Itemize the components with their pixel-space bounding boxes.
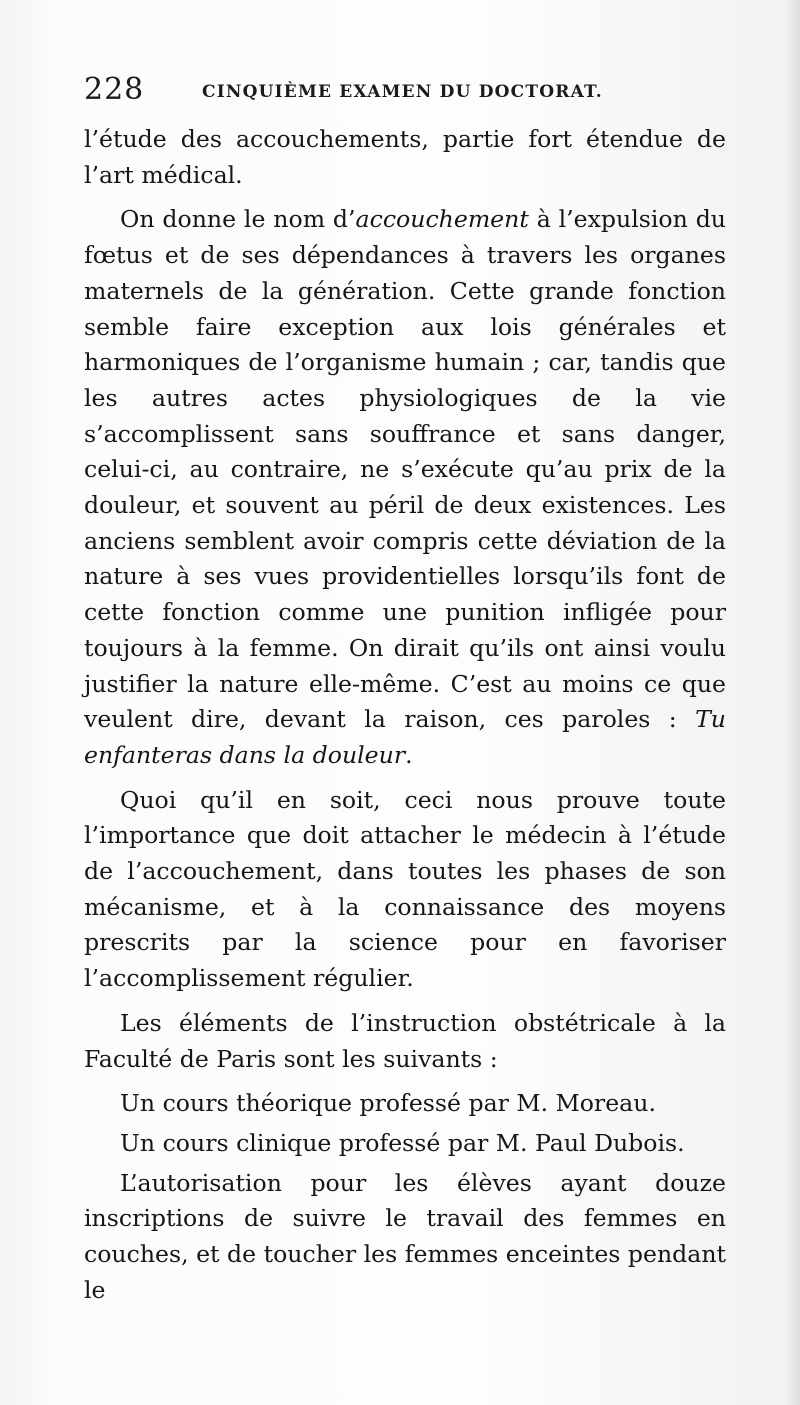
paragraph-text: Les éléments de l’instruction obstétricale à la Faculté de Paris sont les suivants :	[84, 1008, 726, 1073]
paragraph-accouchement-definition	[84, 202, 726, 773]
quote-punctuation: .	[405, 740, 413, 769]
page-number: 228	[84, 72, 145, 107]
paragraph-authorisation	[84, 1166, 726, 1309]
list-item-text: Un cours théorique professé par M. Moreau.	[120, 1089, 656, 1118]
list-item	[84, 1126, 726, 1162]
page-header	[84, 68, 714, 116]
paragraph-text: L’autorisation pour les élèves ayant douze inscriptions de suivre le travail des femmes en couches, et de toucher les femmes enceintes pendant le	[84, 1168, 726, 1304]
paragraph-text: l’étude des accouchements, partie fort étendue de l’art médical.	[84, 125, 726, 189]
italic-term: accouchement	[355, 205, 529, 234]
page-edge-shadow	[786, 0, 800, 1405]
running-title: CINQUIÈME EXAMEN DU DOCTORAT.	[202, 82, 603, 102]
paragraph-text: à l’expulsion du fœtus et de ses dépendances à travers les organes maternels de la génération. Cette grande fonction semble faire exception aux lois générales et harmoniques de l’organisme humain ; car, tandis que les autres actes physiologiques de la vie s’accomplissent sans souffrance et sans danger, celui-ci, au contraire, ne s’exécute qu’au prix de la douleur, et souvent au péril de deux existences. Les anciens semblent avoir compris cette déviation de la nature à ses vues providentielles lorsqu’ils font de cette fonction comme une punition infligée pour toujours à la femme. On dirait qu’ils ont ainsi voulu justifier la nature elle-même. C’est au moins ce que veulent dire, devant la raison, ces paroles :	[84, 205, 726, 734]
paragraph-text: On donne le nom d’	[120, 205, 356, 234]
list-item	[84, 1086, 726, 1122]
paragraph-importance	[84, 783, 726, 997]
paragraph-instruction-elements	[84, 1006, 726, 1077]
paragraph-text: Quoi qu’il en soit, ceci nous prouve toute l’importance que doit attacher le médecin à l’étude de l’accouchement, dans toutes les phases de son mécanisme, et à la connaissance des moyens prescrits par la science pour en favoriser l’accomplissement régulier.	[84, 785, 726, 993]
italic-quote: Tu enfanteras dans la douleur	[84, 705, 726, 769]
body-text	[84, 122, 726, 1318]
list-item-text: Un cours clinique professé par M. Paul Dubois.	[120, 1128, 685, 1157]
paragraph-continuation	[84, 122, 726, 193]
